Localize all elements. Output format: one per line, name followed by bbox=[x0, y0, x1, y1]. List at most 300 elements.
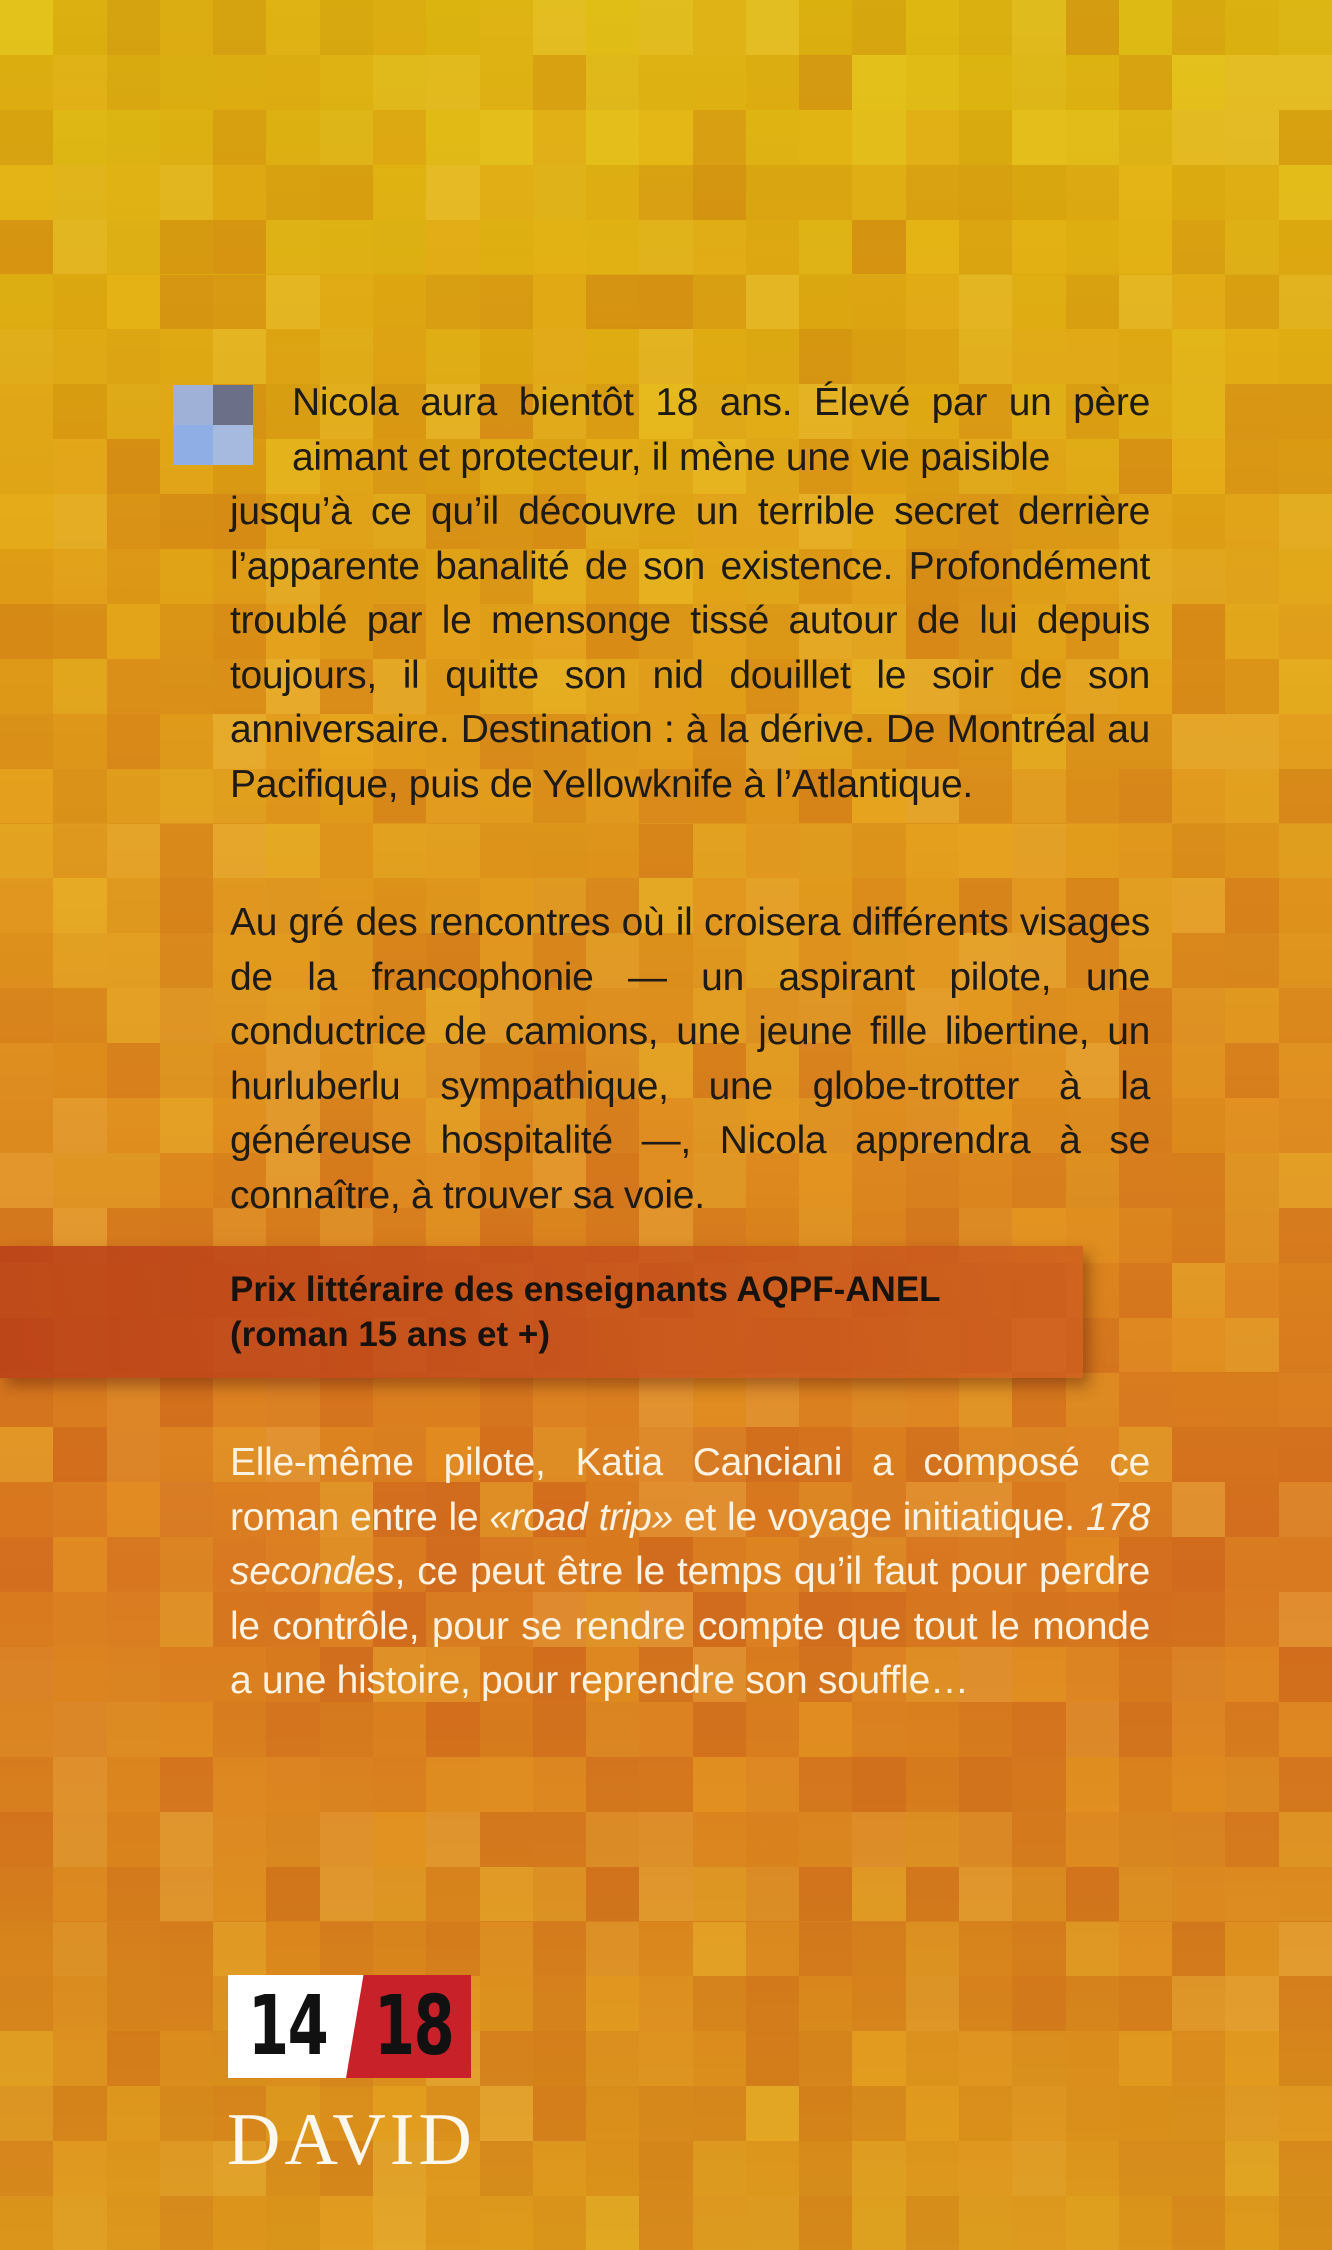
mosaic-tile bbox=[0, 110, 53, 165]
mosaic-tile bbox=[799, 2196, 852, 2250]
mosaic-tile bbox=[213, 1757, 266, 1812]
mosaic-tile bbox=[1225, 439, 1278, 494]
mosaic-tile bbox=[426, 1702, 479, 1757]
mosaic-tile bbox=[107, 275, 160, 330]
mosaic-tile bbox=[160, 55, 213, 110]
mosaic-tile bbox=[53, 1647, 106, 1702]
mosaic-tile bbox=[852, 1867, 905, 1922]
mosaic-tile bbox=[852, 824, 905, 879]
mosaic-tile bbox=[1225, 275, 1278, 330]
author-note-text: , ce peut être le temps qu’il faut pour perdre le contrôle, pour se rendre compte que tout le monde a une histoire, pour reprendre son souffle… bbox=[230, 1550, 1150, 1702]
mosaic-tile bbox=[107, 1592, 160, 1647]
mosaic-tile bbox=[533, 0, 586, 55]
mosaic-tile bbox=[1279, 2086, 1332, 2141]
mosaic-tile bbox=[0, 1867, 53, 1922]
mosaic-tile bbox=[373, 110, 426, 165]
mosaic-tile bbox=[1279, 1208, 1332, 1263]
mosaic-tile bbox=[1172, 1098, 1225, 1153]
mosaic-tile bbox=[906, 165, 959, 220]
mosaic-tile bbox=[693, 0, 746, 55]
mosaic-tile bbox=[799, 1867, 852, 1922]
mosaic-tile bbox=[1225, 55, 1278, 110]
mosaic-tile bbox=[1172, 110, 1225, 165]
mosaic-tile bbox=[586, 110, 639, 165]
mosaic-tile bbox=[1279, 604, 1332, 659]
mosaic-tile bbox=[1172, 1043, 1225, 1098]
mosaic-tile bbox=[1172, 988, 1225, 1043]
mosaic-tile bbox=[799, 110, 852, 165]
mosaic-tile bbox=[533, 110, 586, 165]
mosaic-tile bbox=[373, 1373, 426, 1428]
mosaic-tile bbox=[1172, 2196, 1225, 2250]
mosaic-tile bbox=[373, 1922, 426, 1977]
mosaic-tile bbox=[1279, 1592, 1332, 1647]
mosaic-tile bbox=[693, 220, 746, 275]
mosaic-tile bbox=[1279, 110, 1332, 165]
mosaic-tile bbox=[0, 659, 53, 714]
mosaic-tile bbox=[1012, 2196, 1065, 2250]
mosaic-tile bbox=[1225, 165, 1278, 220]
mosaic-tile bbox=[959, 0, 1012, 55]
mosaic-tile bbox=[1119, 2196, 1172, 2250]
mosaic-tile bbox=[799, 0, 852, 55]
mosaic-tile bbox=[160, 1647, 213, 1702]
mosaic-tile bbox=[0, 494, 53, 549]
mosaic-tile bbox=[53, 1482, 106, 1537]
mosaic-tile bbox=[906, 1812, 959, 1867]
mosaic-tile bbox=[586, 1976, 639, 2031]
mosaic-tile bbox=[1119, 2141, 1172, 2196]
mosaic-tile bbox=[693, 1757, 746, 1812]
mosaic-tile bbox=[1279, 0, 1332, 55]
mosaic-tile bbox=[160, 1373, 213, 1428]
mosaic-tile bbox=[107, 1757, 160, 1812]
mosaic-tile bbox=[586, 55, 639, 110]
mosaic-tile bbox=[213, 1867, 266, 1922]
age-max-label: 18 bbox=[374, 1979, 454, 2074]
mosaic-tile bbox=[1225, 1427, 1278, 1482]
mosaic-tile bbox=[1172, 1537, 1225, 1592]
mosaic-tile bbox=[1172, 769, 1225, 824]
mosaic-tile bbox=[533, 2141, 586, 2196]
mosaic-tile bbox=[213, 165, 266, 220]
mosaic-tile bbox=[107, 384, 160, 439]
mosaic-tile bbox=[480, 165, 533, 220]
mosaic-tile bbox=[320, 1373, 373, 1428]
mosaic-tile bbox=[1119, 2031, 1172, 2086]
mosaic-tile bbox=[480, 1702, 533, 1757]
mosaic-tile bbox=[906, 110, 959, 165]
mosaic-tile bbox=[746, 2196, 799, 2250]
mosaic-tile bbox=[107, 824, 160, 879]
mosaic-tile bbox=[0, 2196, 53, 2250]
mosaic-tile bbox=[1012, 110, 1065, 165]
mosaic-tile bbox=[53, 384, 106, 439]
mosaic-tile bbox=[160, 2141, 213, 2196]
mosaic-tile bbox=[1225, 1647, 1278, 1702]
mosaic-tile bbox=[1119, 1757, 1172, 1812]
mosaic-tile bbox=[0, 604, 53, 659]
mosaic-tile bbox=[906, 2141, 959, 2196]
road-trip-italic: «road trip» bbox=[489, 1495, 673, 1539]
mosaic-tile bbox=[1012, 55, 1065, 110]
mosaic-tile bbox=[0, 1702, 53, 1757]
mosaic-tile bbox=[533, 55, 586, 110]
mosaic-tile bbox=[480, 0, 533, 55]
mosaic-tile bbox=[1225, 1098, 1278, 1153]
mosaic-tile bbox=[426, 1812, 479, 1867]
mosaic-tile bbox=[1066, 1867, 1119, 1922]
mosaic-tile bbox=[320, 1812, 373, 1867]
mosaic-tile bbox=[1172, 1482, 1225, 1537]
mosaic-tile bbox=[1279, 2031, 1332, 2086]
mosaic-tile bbox=[1172, 1976, 1225, 2031]
mosaic-tile bbox=[639, 2031, 692, 2086]
mosaic-tile bbox=[1172, 1263, 1225, 1318]
mosaic-tile bbox=[53, 1153, 106, 1208]
mosaic-tile bbox=[906, 1373, 959, 1428]
mosaic-tile bbox=[1172, 604, 1225, 659]
mosaic-tile bbox=[0, 1922, 53, 1977]
mosaic-tile bbox=[852, 2031, 905, 2086]
mosaic-tile bbox=[1172, 55, 1225, 110]
author-note-text: Elle-même pilote, Katia Canciani a composé ce roman entre le bbox=[230, 1441, 1150, 1539]
mosaic-tile bbox=[0, 1592, 53, 1647]
mosaic-tile bbox=[373, 1812, 426, 1867]
mosaic-tile bbox=[107, 1427, 160, 1482]
mosaic-tile bbox=[1119, 2086, 1172, 2141]
mosaic-tile bbox=[799, 2031, 852, 2086]
mosaic-tile bbox=[1279, 2141, 1332, 2196]
mosaic-tile bbox=[639, 1812, 692, 1867]
mosaic-tile bbox=[1119, 165, 1172, 220]
mosaic-tile bbox=[1279, 1757, 1332, 1812]
mosaic-tile bbox=[213, 110, 266, 165]
mosaic-tile bbox=[426, 0, 479, 55]
mosaic-tile bbox=[1066, 2031, 1119, 2086]
mosaic-tile bbox=[746, 55, 799, 110]
mosaic-tile bbox=[53, 275, 106, 330]
mosaic-tile bbox=[1225, 1482, 1278, 1537]
mosaic-tile bbox=[639, 1867, 692, 1922]
mosaic-tile bbox=[53, 220, 106, 275]
mosaic-tile bbox=[107, 549, 160, 604]
mosaic-tile bbox=[746, 2086, 799, 2141]
mosaic-tile bbox=[426, 55, 479, 110]
mosaic-tile bbox=[959, 1976, 1012, 2031]
mosaic-tile bbox=[0, 1153, 53, 1208]
mosaic-tile bbox=[533, 275, 586, 330]
mosaic-tile bbox=[53, 2141, 106, 2196]
mosaic-tile bbox=[1279, 933, 1332, 988]
mosaic-tile bbox=[1225, 0, 1278, 55]
mosaic-tile bbox=[1119, 110, 1172, 165]
mosaic-tile bbox=[1225, 2086, 1278, 2141]
mosaic-tile bbox=[746, 110, 799, 165]
mosaic-tile bbox=[746, 220, 799, 275]
mosaic-tile bbox=[0, 220, 53, 275]
mosaic-tile bbox=[639, 2086, 692, 2141]
synopsis-paragraph-2: Au gré des rencontres où il croisera différents visages de la francophonie — un aspirant pilote, une conductrice de camions, une jeune fille libertine, un hurluberlu sympathique, une globe-trotter à la généreuse hospitalité —, Nicola apprendra à se connaître, à trouver sa voie. bbox=[230, 901, 1150, 1217]
mosaic-tile bbox=[1225, 824, 1278, 879]
mosaic-tile bbox=[1172, 1812, 1225, 1867]
mosaic-tile bbox=[1279, 2196, 1332, 2250]
mosaic-tile bbox=[1066, 55, 1119, 110]
mosaic-tile bbox=[586, 1922, 639, 1977]
mosaic-tile bbox=[480, 1757, 533, 1812]
mosaic-tile bbox=[1012, 1867, 1065, 1922]
mosaic-tile bbox=[1225, 1318, 1278, 1373]
mosaic-tile bbox=[107, 988, 160, 1043]
mosaic-tile bbox=[107, 878, 160, 933]
mosaic-tile bbox=[1012, 165, 1065, 220]
mosaic-tile bbox=[1066, 0, 1119, 55]
mosaic-tile bbox=[959, 1812, 1012, 1867]
award-category: (roman 15 ans et +) bbox=[230, 1315, 550, 1354]
mosaic-tile bbox=[0, 2086, 53, 2141]
mosaic-tile bbox=[107, 1922, 160, 1977]
mosaic-tile bbox=[266, 1757, 319, 1812]
mosaic-tile bbox=[959, 220, 1012, 275]
mosaic-tile bbox=[320, 0, 373, 55]
mosaic-tile bbox=[1172, 824, 1225, 879]
mosaic-tile bbox=[160, 110, 213, 165]
mosaic-tile bbox=[160, 1702, 213, 1757]
mosaic-tile bbox=[1279, 878, 1332, 933]
mosaic-tile bbox=[906, 2086, 959, 2141]
age-min-label: 14 bbox=[248, 1979, 328, 2074]
mosaic-tile bbox=[959, 824, 1012, 879]
mosaic-tile bbox=[533, 1373, 586, 1428]
mosaic-tile bbox=[799, 275, 852, 330]
mosaic-tile bbox=[426, 275, 479, 330]
mosaic-tile bbox=[799, 55, 852, 110]
mosaic-tile bbox=[746, 165, 799, 220]
mosaic-tile bbox=[107, 1153, 160, 1208]
mosaic-tile bbox=[1119, 1922, 1172, 1977]
mosaic-tile bbox=[160, 0, 213, 55]
mosaic-tile bbox=[746, 2031, 799, 2086]
mosaic-tile bbox=[693, 275, 746, 330]
mosaic-tile bbox=[746, 1757, 799, 1812]
mosaic-tile bbox=[0, 824, 53, 879]
mosaic-tile bbox=[53, 55, 106, 110]
mosaic-tile bbox=[533, 1702, 586, 1757]
mosaic-tile bbox=[1066, 2196, 1119, 2250]
mosaic-tile bbox=[266, 1702, 319, 1757]
mosaic-tile bbox=[53, 2031, 106, 2086]
synopsis-first-line: Nicola aura bientôt 18 ans. Élevé par un père aimant et protecteur, il mène une vie paisible bbox=[292, 381, 1150, 479]
mosaic-tile bbox=[480, 2031, 533, 2086]
mosaic-tile bbox=[107, 769, 160, 824]
award-text bbox=[230, 1267, 941, 1357]
mosaic-tile bbox=[1279, 1647, 1332, 1702]
mosaic-tile bbox=[1012, 824, 1065, 879]
mosaic-tile bbox=[639, 110, 692, 165]
mosaic-tile bbox=[1172, 329, 1225, 384]
mosaic-tile bbox=[320, 1757, 373, 1812]
mosaic-tile bbox=[1225, 1592, 1278, 1647]
mosaic-tile bbox=[1225, 2196, 1278, 2250]
mosaic-tile bbox=[373, 1702, 426, 1757]
mosaic-tile bbox=[0, 549, 53, 604]
mosaic-tile bbox=[0, 1757, 53, 1812]
mosaic-tile bbox=[746, 1702, 799, 1757]
mosaic-tile bbox=[1225, 549, 1278, 604]
mosaic-tile bbox=[0, 439, 53, 494]
mosaic-tile bbox=[266, 824, 319, 879]
mosaic-tile bbox=[1119, 220, 1172, 275]
mosaic-tile bbox=[107, 220, 160, 275]
mosaic-tile bbox=[1172, 714, 1225, 769]
mosaic-tile bbox=[799, 2086, 852, 2141]
mosaic-tile bbox=[213, 824, 266, 879]
mosaic-tile bbox=[586, 824, 639, 879]
mosaic-tile bbox=[1012, 1976, 1065, 2031]
mosaic-tile bbox=[1172, 494, 1225, 549]
mosaic-tile bbox=[1279, 1812, 1332, 1867]
mosaic-tile bbox=[53, 2196, 106, 2250]
mosaic-tile bbox=[1279, 1867, 1332, 1922]
synopsis-paragraph-1 bbox=[230, 376, 1150, 812]
collection-age-logo bbox=[228, 1975, 471, 2078]
mosaic-tile bbox=[1279, 1427, 1332, 1482]
mosaic-tile bbox=[160, 988, 213, 1043]
mosaic-tile bbox=[639, 0, 692, 55]
mosaic-tile bbox=[160, 275, 213, 330]
mosaic-tile bbox=[266, 220, 319, 275]
mosaic-tile bbox=[0, 988, 53, 1043]
mosaic-tile bbox=[533, 824, 586, 879]
mosaic-tile bbox=[480, 220, 533, 275]
mosaic-tile bbox=[852, 55, 905, 110]
mosaic-tile bbox=[480, 275, 533, 330]
mosaic-tile bbox=[213, 0, 266, 55]
mosaic-tile bbox=[959, 2031, 1012, 2086]
mosaic-tile bbox=[320, 1867, 373, 1922]
mosaic-tile bbox=[53, 439, 106, 494]
mosaic-tile bbox=[107, 1537, 160, 1592]
mosaic-tile bbox=[1225, 110, 1278, 165]
mosaic-tile bbox=[53, 1976, 106, 2031]
mosaic-tile bbox=[1012, 1757, 1065, 1812]
mosaic-tile bbox=[1279, 1263, 1332, 1318]
mosaic-tile bbox=[693, 165, 746, 220]
mosaic-tile bbox=[1279, 1976, 1332, 2031]
mosaic-tile bbox=[373, 1757, 426, 1812]
mosaic-tile bbox=[1279, 1098, 1332, 1153]
mosaic-tile bbox=[852, 0, 905, 55]
mosaic-tile bbox=[852, 1922, 905, 1977]
mosaic-tile bbox=[213, 1702, 266, 1757]
mosaic-tile bbox=[213, 1812, 266, 1867]
mosaic-tile bbox=[53, 933, 106, 988]
mosaic-tile bbox=[693, 1867, 746, 1922]
mosaic-tile bbox=[373, 275, 426, 330]
mosaic-tile bbox=[160, 878, 213, 933]
mosaic-tile bbox=[53, 1812, 106, 1867]
mosaic-tile bbox=[1066, 1976, 1119, 2031]
mosaic-tile bbox=[1066, 165, 1119, 220]
mosaic-tile bbox=[373, 55, 426, 110]
mosaic-tile bbox=[426, 1757, 479, 1812]
mosaic-tile bbox=[107, 1702, 160, 1757]
mosaic-tile bbox=[959, 1757, 1012, 1812]
mosaic-tile bbox=[906, 2031, 959, 2086]
mosaic-tile bbox=[1119, 275, 1172, 330]
mosaic-tile bbox=[107, 1867, 160, 1922]
mosaic-tile bbox=[852, 1757, 905, 1812]
mosaic-tile bbox=[266, 55, 319, 110]
mosaic-tile bbox=[160, 659, 213, 714]
mosaic-tile bbox=[906, 220, 959, 275]
mosaic-tile bbox=[1279, 659, 1332, 714]
mosaic-tile bbox=[1279, 55, 1332, 110]
mosaic-tile bbox=[533, 2031, 586, 2086]
mosaic-tile bbox=[906, 275, 959, 330]
mosaic-tile bbox=[1279, 275, 1332, 330]
mosaic-tile bbox=[1225, 1867, 1278, 1922]
mosaic-tile bbox=[53, 1757, 106, 1812]
mosaic-tile bbox=[852, 165, 905, 220]
mosaic-tile bbox=[266, 1812, 319, 1867]
mosaic-tile bbox=[1279, 824, 1332, 879]
mosaic-tile bbox=[1172, 2141, 1225, 2196]
mosaic-tile bbox=[693, 2086, 746, 2141]
mosaic-tile bbox=[533, 1976, 586, 2031]
mosaic-tile bbox=[1066, 220, 1119, 275]
mosaic-tile bbox=[1172, 165, 1225, 220]
mosaic-tile bbox=[160, 494, 213, 549]
mosaic-tile bbox=[0, 1482, 53, 1537]
mosaic-tile bbox=[693, 1812, 746, 1867]
mosaic-tile bbox=[799, 1757, 852, 1812]
mosaic-tile bbox=[107, 2086, 160, 2141]
mosaic-tile bbox=[160, 1867, 213, 1922]
mosaic-tile bbox=[480, 1867, 533, 1922]
mosaic-tile bbox=[533, 165, 586, 220]
mosaic-tile bbox=[1225, 1757, 1278, 1812]
mosaic-tile bbox=[1066, 1702, 1119, 1757]
mosaic-tile bbox=[53, 988, 106, 1043]
mosaic-tile bbox=[852, 1812, 905, 1867]
mosaic-tile bbox=[320, 824, 373, 879]
mosaic-tile bbox=[1012, 2031, 1065, 2086]
mosaic-tile bbox=[746, 1976, 799, 2031]
mosaic-tile bbox=[639, 1373, 692, 1428]
mosaic-tile bbox=[1012, 1702, 1065, 1757]
mosaic-tile bbox=[53, 1867, 106, 1922]
mosaic-tile bbox=[53, 1702, 106, 1757]
mosaic-tile bbox=[0, 55, 53, 110]
mosaic-tile bbox=[160, 1537, 213, 1592]
author-note-text: et le voyage initiatique. bbox=[672, 1495, 1086, 1539]
mosaic-tile bbox=[1225, 494, 1278, 549]
mosaic-tile bbox=[107, 2196, 160, 2250]
mosaic-tile bbox=[266, 110, 319, 165]
mosaic-tile bbox=[160, 329, 213, 384]
mosaic-tile bbox=[959, 110, 1012, 165]
mosaic-tile bbox=[1279, 1702, 1332, 1757]
mosaic-tile bbox=[1066, 1922, 1119, 1977]
mosaic-tile bbox=[53, 604, 106, 659]
mosaic-tile bbox=[0, 1812, 53, 1867]
mosaic-tile bbox=[1172, 439, 1225, 494]
mosaic-tile bbox=[1225, 1922, 1278, 1977]
mosaic-tile bbox=[266, 0, 319, 55]
mosaic-tile bbox=[693, 2031, 746, 2086]
mosaic-tile bbox=[586, 1757, 639, 1812]
